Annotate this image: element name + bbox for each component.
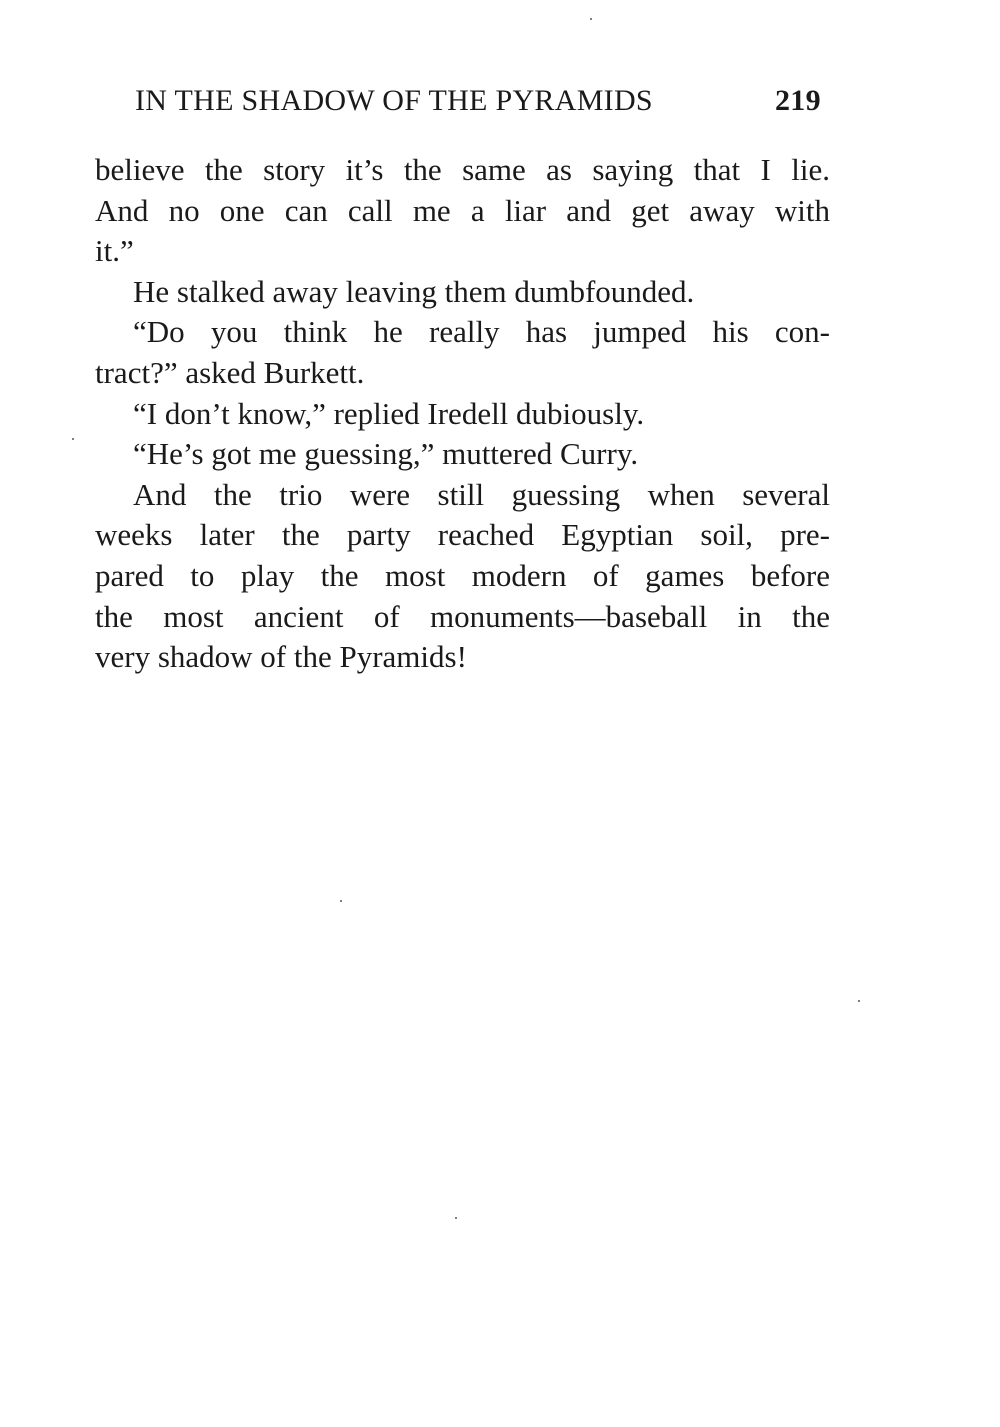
scan-speck [858, 1000, 860, 1002]
scan-speck [340, 900, 342, 902]
page-number: 219 [775, 84, 821, 117]
text-line: the most ancient of monuments—baseball in the [95, 598, 830, 634]
text-line: “Do you think he really has jumped his con- [133, 314, 830, 350]
text-line: And the trio were still guessing when several [133, 476, 830, 512]
text-line: believe the story it’s the same as saying that I lie. [95, 152, 830, 187]
body-text [95, 150, 830, 678]
running-title: IN THE SHADOW OF THE PYRAMIDS [135, 84, 653, 117]
text-line: tract?” asked Burkett. [95, 354, 365, 390]
text-line: “He’s got me guessing,” muttered Curry. [133, 436, 639, 472]
text-line: He stalked away leaving them dumbfounded. [133, 273, 695, 309]
scan-speck [455, 1217, 457, 1219]
text-line: pared to play the most modern of games before [95, 557, 830, 593]
scan-speck [590, 18, 592, 20]
text-line: And no one can call me a liar and get away with [95, 192, 830, 228]
text-line: very shadow of the Pyramids! [95, 639, 467, 675]
text-line: “I don’t know,” replied Iredell dubiously. [133, 395, 645, 431]
scan-speck [72, 438, 74, 440]
text-line: it.” [95, 233, 134, 269]
running-head [135, 84, 835, 124]
text-line: weeks later the party reached Egyptian soil, pre- [95, 517, 830, 553]
